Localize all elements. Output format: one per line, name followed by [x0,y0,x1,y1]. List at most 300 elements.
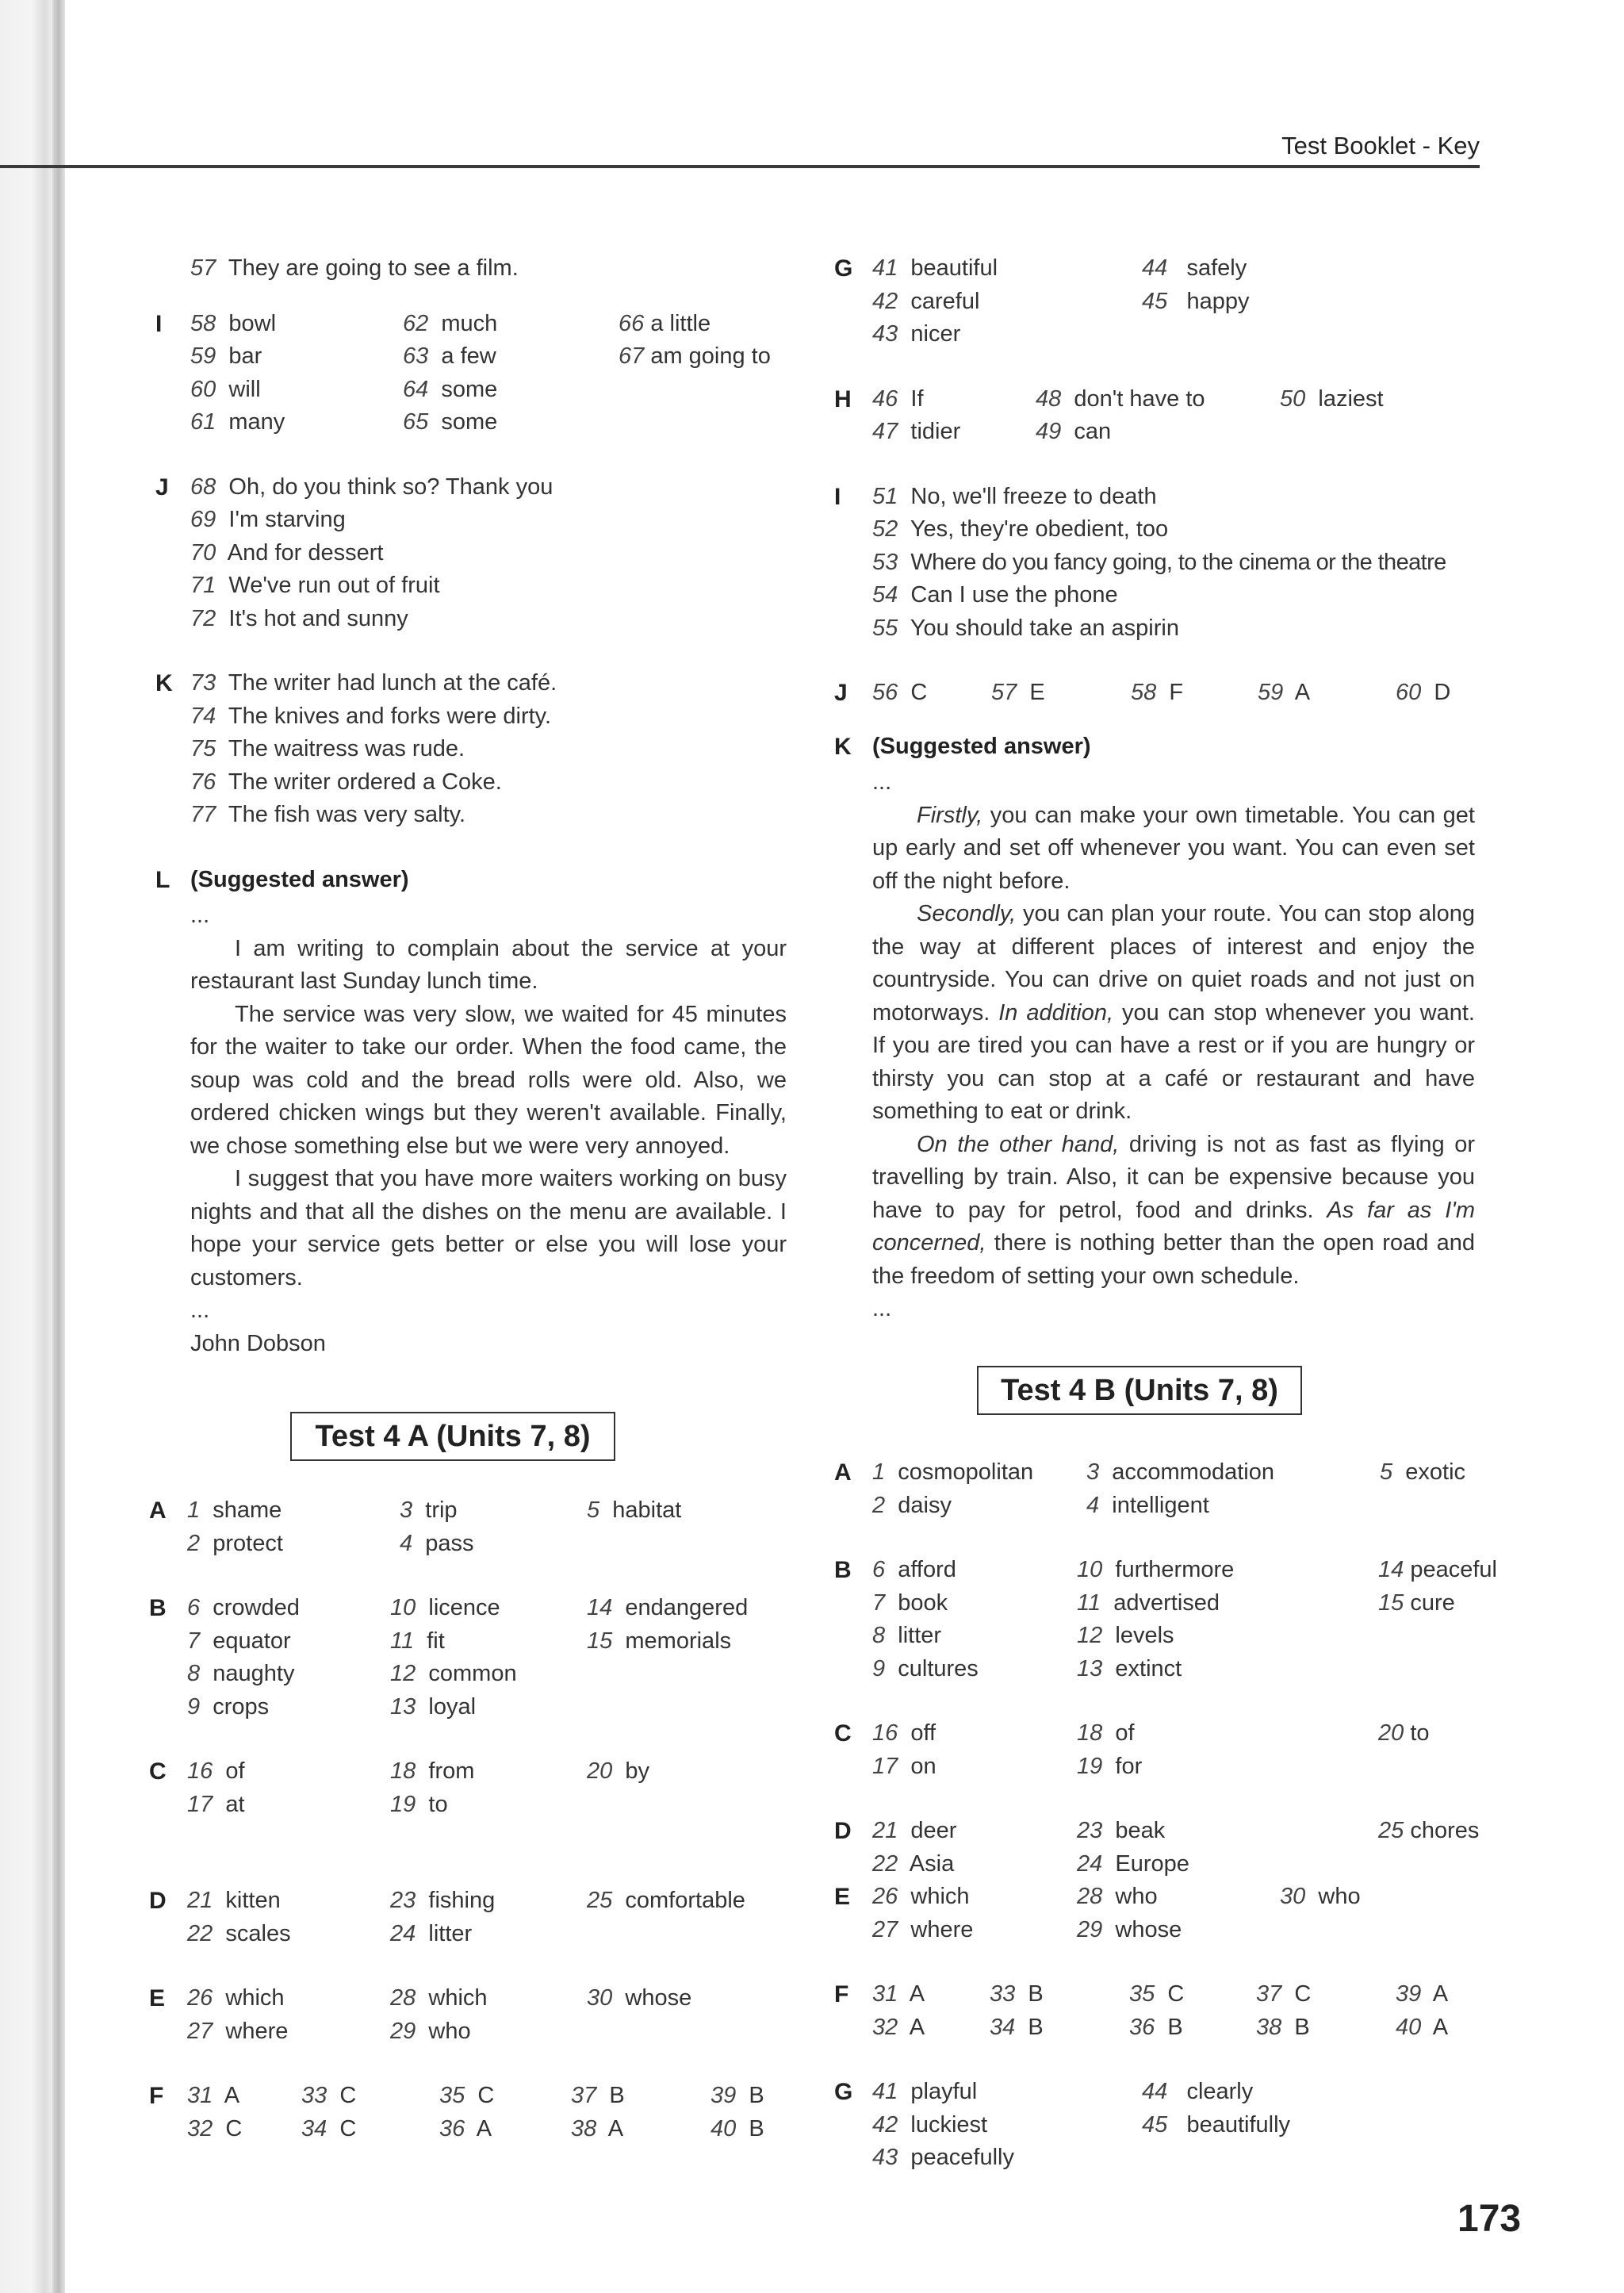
item-answer: B [1028,2014,1044,2040]
item-answer: at [225,1791,245,1817]
item-answer: The writer had lunch at the café. [228,670,557,696]
item-answer: bar [228,343,262,369]
item-number: 19 [390,1791,416,1817]
item-number: 58 [1131,680,1157,705]
item-answer: will [228,376,261,402]
item-number: 39 [1396,1981,1422,2007]
page-number: 173 [1457,2198,1522,2240]
left-column [155,252,790,1360]
section-letter: F [834,1981,849,2007]
item-answer: scales [225,1920,291,1946]
item-number: 24 [390,1920,416,1946]
paragraph-text: you can plan your route. You can stop along the way at different places of interest and enjoy the countryside. You can drive on quiet roads and not just on motorways. [872,901,1475,1026]
item-number: 6 [187,1595,201,1620]
section-letter: A [149,1497,167,1524]
item-answer: C [339,2115,357,2142]
item-number: 13 [390,1693,416,1720]
item-answer: tidier [910,419,961,444]
test-4a-section-C [149,1755,799,1821]
item-answer: And for dessert [227,539,384,566]
item-number: 21 [187,1888,213,1913]
test-4b-section-A [834,1456,1484,1522]
item-answer: whose [1115,1916,1182,1942]
item-number: 15 [1378,1589,1404,1616]
item-number: 17 [872,1753,898,1779]
item-number: 67 [619,343,645,369]
item-answer: laziest [1318,385,1384,412]
item-number: 26 [872,1884,898,1909]
section-letter: J [834,680,848,706]
item-number: 30 [1280,1884,1306,1909]
item-number: 25 [587,1888,613,1913]
item-answer: bowl [228,310,277,336]
item-answer: equator [213,1628,291,1654]
item-number: 47 [872,419,898,444]
section-letter: I [155,310,163,337]
section-letter: B [149,1595,167,1621]
linking-word: In addition, [998,999,1114,1026]
item-answer: advertised [1113,1589,1220,1616]
item-answer: who [1115,1884,1158,1909]
item-number: 35 [1129,1981,1155,2007]
section-letter: L [155,866,170,893]
item-number: 60 [1396,680,1422,705]
item-number: 10 [390,1595,416,1620]
item-answer: by [625,1758,650,1784]
test-4a-section-F [149,2080,799,2145]
section-letter: C [834,1720,852,1747]
letter-paragraph: The service was very slow, we waited for 45 minutes for the waiter to take our order. When the food came, the soup was cold and the bread rolls were old. Also, we ordered chicken wings but they weren't available. Finally, we chose something else but we were very annoyed. [190,1001,787,1159]
item-answer: luckiest [910,2111,988,2138]
item-number: 69 [190,507,216,532]
item-answer: peacefully [910,2145,1014,2170]
item-number: 77 [190,802,216,827]
item-answer: A [476,2115,492,2142]
section-letter: A [834,1459,852,1486]
ellipsis: ... [872,769,892,795]
item-answer: am going to [650,343,771,369]
item-number: 34 [990,2014,1016,2040]
section-letter: D [834,1818,852,1844]
item-number: 62 [403,310,429,336]
item-number: 54 [872,582,898,608]
header-rule [0,165,1480,168]
item-number: 57 [991,680,1017,705]
ellipsis: ... [190,903,210,928]
item-answer: which [225,1985,285,2011]
item-answer: cure [1410,1589,1455,1616]
item-answer: beautiful [910,255,998,281]
item-number: 20 [587,1758,613,1784]
section-L-letter [155,864,790,1361]
item-answer: playful [910,2079,978,2104]
item-answer: daisy [898,1492,952,1518]
item-answer: F [1169,680,1184,705]
item-number: 32 [187,2115,213,2142]
item-number: 40 [1396,2014,1422,2040]
section-letter: E [834,1884,851,1910]
right-column [834,252,1477,1358]
item-answer: extinct [1115,1655,1182,1681]
item-answer: D [1434,680,1451,705]
item-number: 23 [390,1888,416,1913]
test-4a-section-B [149,1592,799,1724]
item-number: 26 [187,1985,213,2011]
item-answer: The waitress was rude. [228,736,465,761]
item-number: 73 [190,670,216,696]
item-number: 12 [1077,1623,1103,1648]
item-answer: shame [213,1497,282,1523]
linking-word: Firstly, [917,802,983,828]
item-number: 22 [187,1920,213,1946]
item-number: 53 [872,549,898,575]
section-H-right [834,383,1477,449]
section-I-right [834,481,1477,646]
item-answer: A [1432,2014,1449,2040]
item-answer: for [1115,1753,1143,1779]
item-number: 3 [1086,1459,1100,1485]
item-answer: peaceful [1410,1557,1497,1582]
item-answer: exotic [1405,1459,1466,1485]
item-number: 57 [190,255,216,281]
item-answer: C [225,2115,243,2142]
linking-word: On the other hand, [917,1131,1120,1157]
item-answer: litter [428,1920,473,1946]
letter-paragraph: I suggest that you have more waiters working on busy nights and that all the dishes on the menu are available. I hope your service gets better or else you will lose your customers. [190,1166,787,1290]
item-answer: a few [441,343,496,369]
section-letter: K [155,670,173,696]
item-number: 9 [872,1655,886,1681]
item-number: 61 [190,409,216,435]
item-answer: whose [625,1985,692,2011]
item-answer: Oh, do you think so? Thank you [228,474,553,500]
item-number: 31 [187,2083,213,2108]
item-number: 37 [571,2083,597,2108]
item-answer: B [1028,1981,1044,2007]
item-number: 48 [1036,385,1062,412]
item-answer: The fish was very salty. [228,802,466,827]
test-4b-section-E [834,1881,1484,1946]
item-number: 1 [872,1459,886,1485]
item-number: 12 [390,1661,416,1686]
item-answer: nicer [910,321,961,347]
test-4a-title: Test 4 A (Units 7, 8) [290,1412,615,1461]
section-letter: K [834,733,852,760]
item-number: 30 [587,1985,613,2011]
ellipsis: ... [190,1298,210,1323]
item-number: 36 [1129,2014,1155,2040]
item-number: 58 [190,310,216,336]
item-number: 7 [187,1628,201,1654]
item-answer: on [910,1753,936,1779]
item-answer: A [1432,1981,1449,2007]
section-letter: B [834,1557,852,1583]
item-answer: Yes, they're obedient, too [910,516,1169,542]
item-number: 68 [190,474,216,500]
item-number: 36 [439,2115,465,2142]
item-number: 17 [187,1791,213,1817]
item-number: 21 [872,1818,898,1843]
item-answer: B [749,2115,764,2142]
item-number: 43 [872,321,898,347]
item-answer: The writer ordered a Coke. [228,769,502,795]
test-4b-answers [834,1456,1497,2207]
item-number: 71 [190,573,216,598]
test-4b-section-F [834,1978,1484,2044]
item-number: 70 [190,539,216,566]
item-answer: B [609,2083,625,2108]
item-number: 44 [1142,2079,1168,2104]
item-answer: cosmopolitan [898,1459,1034,1485]
item-number: 66 [619,310,645,336]
section-letter: C [149,1758,167,1785]
item-number: 15 [587,1628,613,1654]
section-J-right [834,677,1477,710]
item-number: 75 [190,736,216,761]
item-number: 29 [1077,1916,1103,1942]
item-answer: loyal [428,1693,477,1720]
test-4b-section-D [834,1815,1484,1881]
item-answer: crowded [213,1595,300,1620]
item-answer: protect [213,1530,283,1556]
item-answer: No, we'll freeze to death [910,483,1157,509]
item-answer: licence [428,1595,500,1620]
item-answer: from [428,1758,475,1784]
item-answer: happy [1186,288,1250,314]
item-number: 42 [872,2111,898,2138]
item-answer: common [428,1661,517,1686]
item-number: 2 [872,1492,886,1518]
item-answer: where [225,2018,289,2044]
section-letter: G [834,255,853,282]
item-number: 52 [872,516,898,542]
running-header: Test Booklet - Key [1281,132,1480,159]
item-answer: trip [425,1497,458,1523]
item-number: 38 [1256,2014,1282,2040]
item-number: 32 [872,2014,898,2040]
item-answer: I'm starving [228,507,346,532]
essay-paragraph [872,799,1475,899]
item-number: 16 [872,1720,898,1746]
item-answer: afford [898,1557,956,1582]
section-letter: D [149,1888,167,1914]
item-number: 38 [571,2115,597,2142]
item-number: 33 [990,1981,1016,2007]
item-answer: Asia [909,1850,955,1877]
item-number: 22 [872,1850,898,1877]
paragraph-text: driving is not as fast as flying or travelling by train. Also, it can be expensive because you have to pay for petrol, food and drinks. [872,1131,1475,1223]
line-57 [155,252,790,286]
item-answer: beak [1115,1818,1166,1843]
item-answer: clearly [1186,2079,1254,2104]
item-answer: to [1410,1720,1430,1746]
item-number: 14 [587,1595,613,1620]
item-answer: off [910,1720,936,1746]
item-answer: kitten [225,1888,281,1913]
suggested-answer-heading: (Suggested answer) [872,733,1091,759]
item-answer: cultures [898,1655,979,1681]
item-answer: of [1115,1720,1135,1746]
item-number: 5 [587,1497,600,1523]
item-answer: B [1294,2014,1310,2040]
item-answer: chores [1410,1818,1480,1843]
item-number: 40 [710,2115,737,2142]
item-number: 41 [872,2079,898,2104]
test-4a-section-E [149,1982,799,2048]
item-answer: C [910,680,928,705]
ellipsis: ... [872,1296,892,1321]
item-number: 5 [1380,1459,1393,1485]
item-number: 51 [872,483,898,509]
item-number: 56 [872,680,898,705]
item-answer: pass [425,1530,474,1556]
item-answer: crops [213,1693,270,1720]
item-number: 8 [872,1623,886,1648]
item-number: 65 [403,409,429,435]
item-answer: C [1167,1981,1185,2007]
section-letter: I [834,483,841,510]
section-letter: H [834,385,852,412]
paragraph-text: you can make your own timetable. You can get up early and set off whenever you want. You can even set off the night before. [872,802,1475,894]
item-number: 20 [1378,1720,1404,1746]
item-number: 43 [872,2145,898,2170]
section-J-left [155,471,790,636]
item-answer: memorials [625,1628,732,1654]
test-4a-section-D [149,1885,799,1950]
test-4b-section-B [834,1554,1497,1685]
section-letter: J [155,474,169,500]
item-answer: accommodation [1112,1459,1274,1485]
item-answer: A [909,1981,925,2007]
item-answer: of [225,1758,245,1784]
item-number: 4 [400,1530,413,1556]
item-number: 1 [187,1497,201,1523]
item-number: 25 [1378,1818,1404,1843]
item-answer: Where do you fancy going, to the cinema or the theatre [910,549,1446,575]
item-answer: can [1074,419,1112,444]
item-answer: endangered [625,1595,749,1620]
item-answer: levels [1115,1623,1174,1648]
item-number: 11 [1077,1589,1101,1616]
item-number: 9 [187,1693,201,1720]
item-number: 11 [390,1628,415,1654]
item-answer: which [428,1985,488,2011]
item-answer: fishing [428,1888,496,1913]
item-number: 50 [1280,385,1306,412]
item-answer: C [477,2083,495,2108]
signature: John Dobson [190,1330,326,1356]
item-answer: C [1294,1981,1312,2007]
item-answer: who [428,2018,471,2044]
section-K-left [155,667,790,832]
item-answer: which [910,1884,970,1909]
item-number: 19 [1077,1753,1103,1779]
item-answer: who [1318,1884,1361,1909]
item-answer: some [441,376,498,402]
paragraph-text: there is nothing better than the open road and the freedom of setting your own schedule. [872,1230,1475,1289]
item-number: 28 [1077,1884,1103,1909]
item-number: 16 [187,1758,213,1784]
item-answer: B [749,2083,764,2108]
section-I-left [155,308,790,439]
suggested-answer-heading: (Suggested answer) [190,866,409,892]
item-number: 74 [190,703,216,729]
item-number: 44 [1142,255,1168,281]
item-number: 2 [187,1530,201,1556]
item-number: 46 [872,385,898,412]
item-answer: careful [910,288,980,314]
item-number: 35 [439,2083,465,2108]
item-answer: book [898,1589,948,1616]
item-answer: comfortable [625,1888,745,1913]
item-answer: some [441,409,498,435]
item-answer: fit [427,1628,445,1654]
item-number: 18 [390,1758,416,1784]
item-number: 27 [872,1916,898,1942]
item-answer: intelligent [1112,1492,1209,1518]
item-number: 24 [1077,1850,1103,1877]
letter-paragraph: I am writing to complain about the service at your restaurant last Sunday lunch time. [190,935,787,994]
item-number: 59 [1258,680,1284,705]
item-number: 31 [872,1981,898,2007]
item-answer: habitat [612,1497,682,1523]
item-answer: a little [650,310,711,336]
item-answer: If [910,385,924,412]
item-answer: It's hot and sunny [228,605,408,631]
item-answer: deer [910,1818,957,1843]
item-answer: They are going to see a film. [228,255,519,281]
item-number: 37 [1256,1981,1282,2007]
item-answer: safely [1186,255,1247,281]
item-answer: C [339,2083,357,2108]
item-number: 13 [1077,1655,1103,1681]
item-answer: don't have to [1074,385,1205,412]
item-number: 27 [187,2018,213,2044]
section-G-right [834,252,1477,351]
item-number: 14 [1378,1557,1404,1582]
item-answer: where [910,1916,974,1942]
item-number: 59 [190,343,216,369]
item-answer: B [1167,2014,1183,2040]
item-number: 60 [190,376,216,402]
item-answer: A [909,2014,925,2040]
section-K-right [834,730,1477,1326]
item-answer: Can I use the phone [910,582,1118,608]
item-number: 8 [187,1661,201,1686]
item-number: 28 [390,1985,416,2011]
item-answer: E [1029,680,1045,705]
item-number: 18 [1077,1720,1103,1746]
item-number: 41 [872,255,898,281]
item-number: 64 [403,376,429,402]
test-4a-section-A [149,1494,799,1560]
item-answer: A [1294,680,1311,705]
item-number: 45 [1142,2111,1168,2138]
item-number: 7 [872,1589,886,1616]
item-answer: beautifully [1186,2111,1291,2138]
item-number: 63 [403,343,429,369]
item-number: 29 [390,2018,416,2044]
item-answer: The knives and forks were dirty. [228,703,552,729]
item-number: 3 [400,1497,413,1523]
linking-word: Secondly, [917,901,1017,926]
item-answer: litter [898,1623,942,1648]
section-letter: F [149,2083,164,2109]
item-number: 72 [190,605,216,631]
item-number: 23 [1077,1818,1103,1843]
book-gutter [52,0,65,2293]
essay-paragraph [872,898,1475,1129]
